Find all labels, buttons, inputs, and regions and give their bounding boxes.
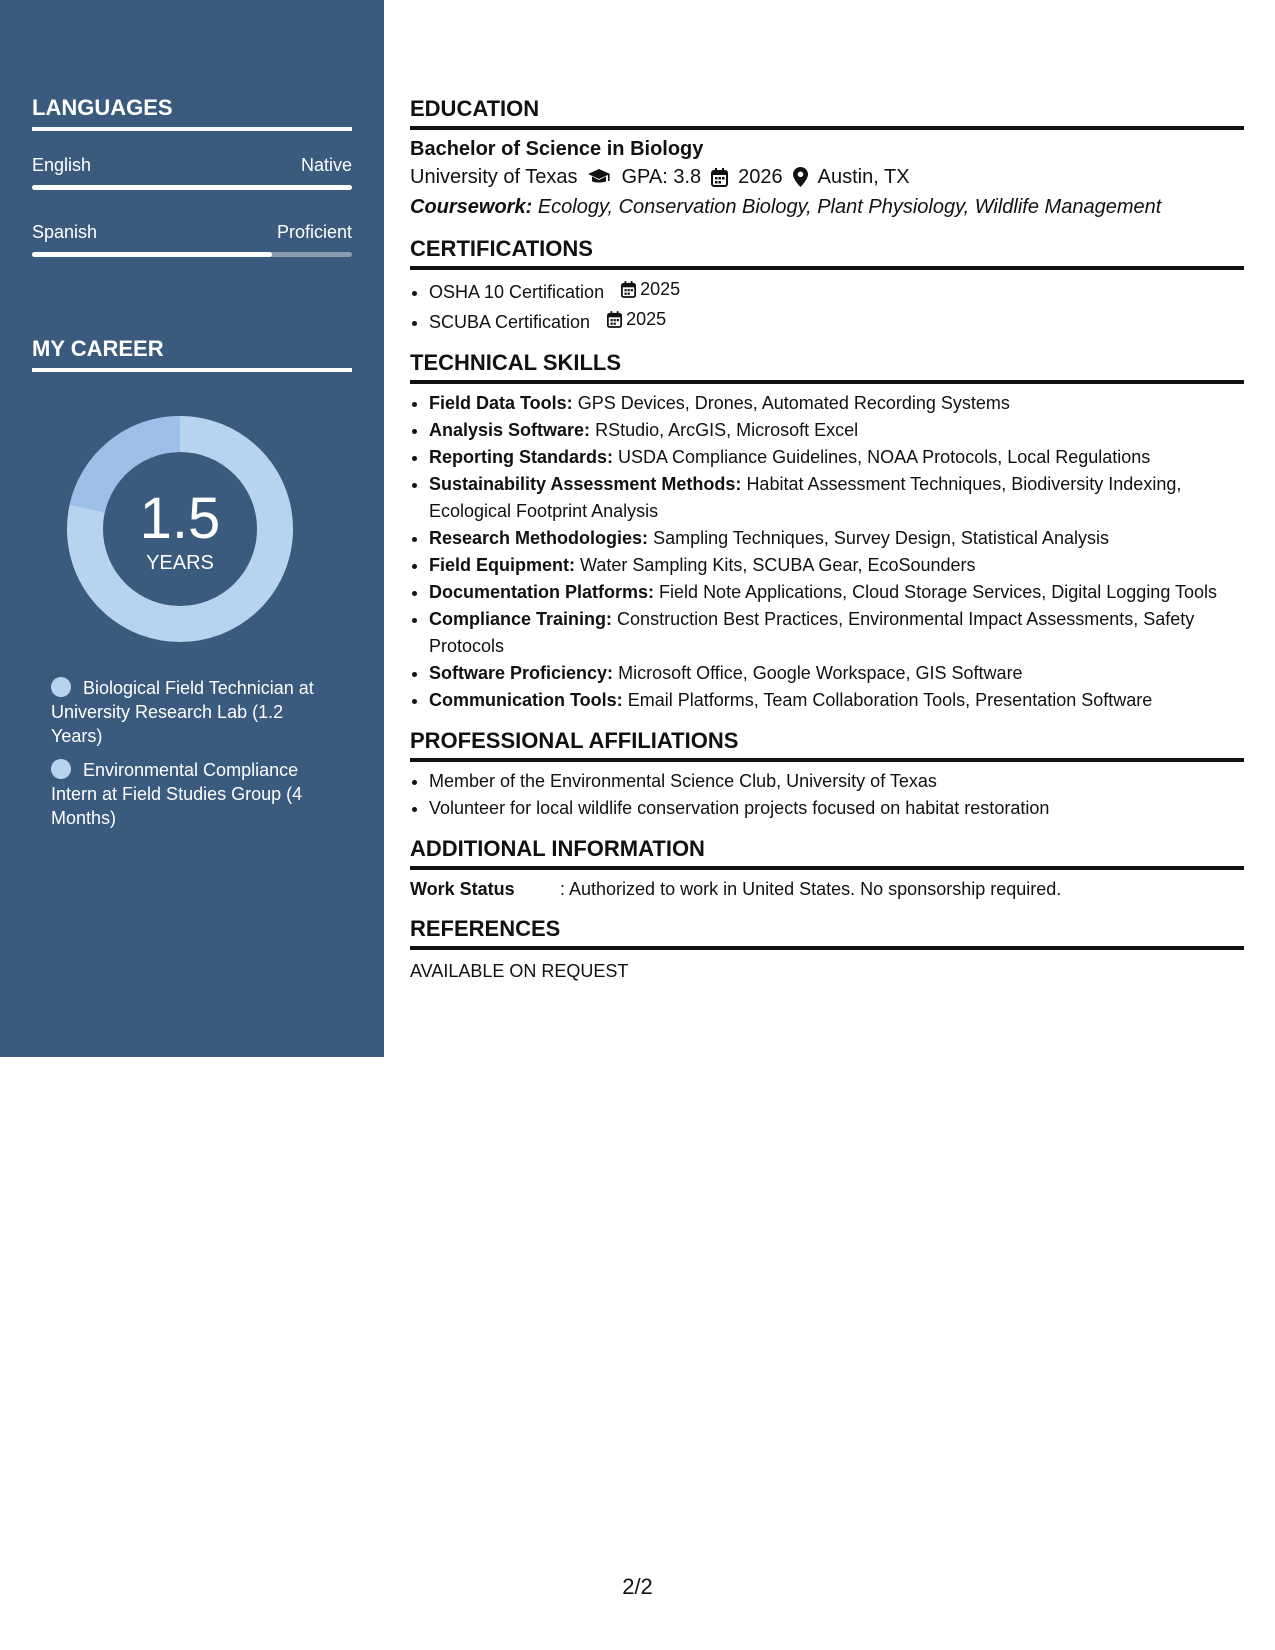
career-section — [32, 336, 352, 372]
skill-value: USDA Compliance Guidelines, NOAA Protocols, Local Regulations — [618, 447, 1151, 467]
skills-section — [410, 350, 1244, 714]
list-item — [429, 390, 1244, 417]
affiliations-list — [410, 768, 1244, 822]
skill-label: Sustainability Assessment Methods: — [429, 474, 742, 494]
certification-name: SCUBA Certification — [429, 312, 591, 332]
skill-value: Water Sampling Kits, SCUBA Gear, EcoSounders — [580, 555, 976, 575]
list-item — [429, 471, 1244, 525]
list-item: • Volunteer for local wildlife conservation projects focused on habitat restoration — [429, 795, 1244, 822]
list-item — [429, 417, 1244, 444]
work-status-value: : Authorized to work in United States. No sponsorship required. — [560, 879, 1062, 899]
skill-value: Field Note Applications, Cloud Storage Services, Digital Logging Tools — [659, 582, 1218, 602]
list-item — [429, 444, 1244, 471]
affiliations-section — [410, 728, 1244, 822]
references-section — [410, 916, 1244, 984]
career-item — [51, 676, 321, 748]
certification-year: 2025 — [626, 309, 667, 329]
main-content — [410, 96, 1244, 998]
certifications-list — [410, 276, 1244, 336]
education-section — [410, 96, 1244, 222]
list-item — [429, 276, 1244, 306]
skill-value: RStudio, ArcGIS, Microsoft Excel — [595, 420, 859, 440]
skill-label: Documentation Platforms: — [429, 582, 655, 602]
skill-value: Microsoft Office, Google Workspace, GIS Software — [618, 663, 1023, 683]
coursework-list: Ecology, Conservation Biology, Plant Physiology, Wildlife Management — [537, 196, 1162, 218]
languages-title: LANGUAGES — [32, 95, 352, 131]
skill-value: Habitat Assessment Techniques, Biodiversity Indexing, Ecological Footprint Analysis — [429, 474, 1182, 521]
career-donut-chart — [67, 416, 293, 642]
list-item — [429, 606, 1244, 660]
skill-label: Research Methodologies: — [429, 528, 649, 548]
list-item — [429, 525, 1244, 552]
language-name: Spanish — [32, 222, 98, 242]
language-proficiency-fill — [32, 185, 352, 190]
references-text: AVAILABLE ON REQUEST — [410, 961, 629, 981]
skill-value: GPS Devices, Drones, Automated Recording Systems — [577, 393, 1010, 413]
language-item — [32, 220, 352, 257]
additional-title: ADDITIONAL INFORMATION — [410, 836, 1244, 870]
map-pin-icon — [793, 167, 808, 187]
career-unit: YEARS — [146, 552, 214, 574]
work-status-label: Work Status — [410, 879, 515, 899]
skill-label: Analysis Software: — [429, 420, 591, 440]
graduation-cap-icon — [587, 168, 611, 186]
skill-label: Field Equipment: — [429, 555, 575, 575]
language-proficiency-bar — [32, 185, 352, 190]
coursework — [410, 192, 1244, 222]
certifications-title: CERTIFICATIONS — [410, 236, 1244, 270]
career-total-years: 1.5 — [139, 486, 221, 551]
calendar-icon — [621, 281, 636, 298]
languages-section — [32, 95, 352, 257]
skills-list — [410, 390, 1244, 714]
certifications-section — [410, 236, 1244, 336]
education-title: EDUCATION — [410, 96, 1244, 130]
career-title: MY CAREER — [32, 336, 352, 372]
list-item: • Member of the Environmental Science Club, University of Texas — [429, 768, 1244, 795]
certification-year: 2025 — [640, 279, 681, 299]
skill-label: Communication Tools: — [429, 690, 623, 710]
language-item — [32, 153, 352, 190]
bullet-dot-icon — [51, 677, 71, 697]
coursework-label: Coursework: — [410, 196, 533, 218]
list-item — [429, 660, 1244, 687]
skill-value: Sampling Techniques, Survey Design, Statistical Analysis — [653, 528, 1109, 548]
additional-section — [410, 836, 1244, 902]
list-item — [429, 306, 1244, 336]
donut-center — [67, 416, 293, 642]
skill-value: Email Platforms, Team Collaboration Tools, Presentation Software — [627, 690, 1153, 710]
graduation-year: 2026 — [738, 166, 783, 188]
page-number: 2/2 — [622, 1574, 653, 1599]
language-level: Proficient — [276, 222, 352, 242]
list-item — [429, 579, 1244, 606]
location: Austin, TX — [817, 166, 910, 188]
calendar-icon — [711, 168, 728, 187]
work-status-row — [410, 876, 1244, 902]
language-proficiency-fill — [32, 252, 272, 257]
skill-label: Compliance Training: — [429, 609, 613, 629]
language-level: Native — [300, 155, 352, 175]
list-item — [429, 687, 1244, 714]
skill-value: Construction Best Practices, Environmental Impact Assessments, Safety Protocols — [429, 609, 1195, 656]
career-item-text: Environmental Compliance Intern at Field Studies Group (4 Months) — [51, 760, 303, 828]
skill-label: Software Proficiency: — [429, 663, 614, 683]
references-title: REFERENCES — [410, 916, 1244, 950]
career-list — [51, 676, 321, 840]
education-details — [410, 162, 1244, 192]
calendar-icon — [607, 311, 622, 328]
language-name: English — [32, 155, 92, 175]
language-proficiency-bar — [32, 252, 352, 257]
certification-name: OSHA 10 Certification — [429, 282, 605, 302]
skill-label: Reporting Standards: — [429, 447, 614, 467]
skills-title: TECHNICAL SKILLS — [410, 350, 1244, 384]
degree-title: Bachelor of Science in Biology — [410, 138, 704, 160]
school-name: University of Texas — [410, 166, 578, 188]
affiliations-title: PROFESSIONAL AFFILIATIONS — [410, 728, 1244, 762]
list-item — [429, 552, 1244, 579]
career-item — [51, 758, 321, 830]
sidebar — [0, 0, 384, 1057]
bullet-dot-icon — [51, 759, 71, 779]
skill-label: Field Data Tools: — [429, 393, 573, 413]
career-item-text: Biological Field Technician at University Research Lab (1.2 Years) — [51, 678, 314, 746]
gpa: GPA: 3.8 — [621, 166, 702, 188]
